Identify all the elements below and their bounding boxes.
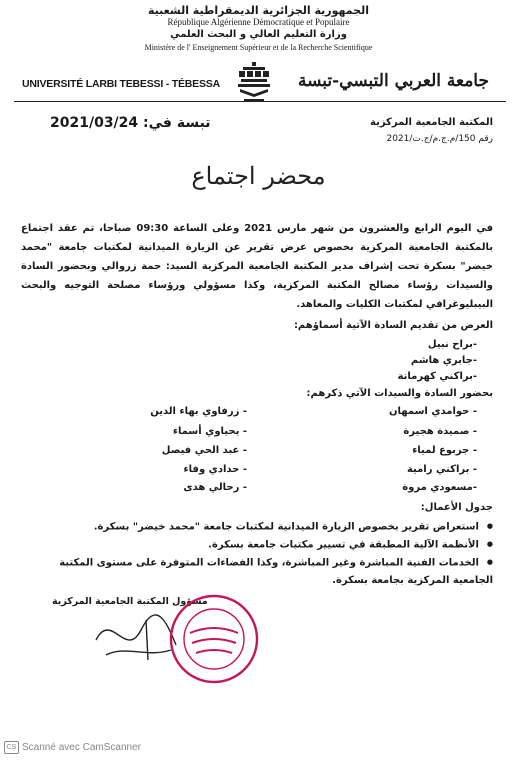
scanner-text: Scanné avec CamScanner — [22, 742, 141, 754]
agenda-item: ● استعراض تقرير بخصوص الزيارة الميدانية لمكتبات جامعة "محمد خيضر" بسكرة. — [23, 518, 493, 536]
signature-label: مسؤول المكتبة الجامعية المركزية — [52, 596, 208, 607]
camscanner-icon: CS — [4, 741, 19, 754]
republic-name-ar: الجمهورية الجزائرية الديمقراطية الشعبية — [148, 4, 369, 17]
attendee-item: - رحالي هدى — [183, 482, 247, 493]
document-date: تبسة في: 2021/03/24 — [50, 115, 211, 131]
reference-number: رقم 150/م.ج.م/ج.ت/2021 — [386, 134, 493, 144]
document-title: محضر اجتماع — [191, 162, 326, 190]
header-divider — [14, 101, 506, 102]
attendee-item: - زرفاوي بهاء الدين — [150, 406, 247, 417]
attendee-item: - براكني رامية — [406, 464, 477, 475]
attendee-item: - حدادي وفاء — [183, 464, 247, 475]
university-logo-icon — [235, 61, 273, 103]
ministry-name-ar: وزارة التعليم العالي و البحث العلمي — [170, 29, 347, 40]
attendee-item: - يحياوي أسماء — [172, 426, 247, 437]
university-name-fr: UNIVERSITÉ LARBI TEBESSI - TÉBESSA — [22, 78, 220, 90]
attendee-item: -مسعودي مروة — [402, 482, 477, 493]
attendee-item: - صميدة هجيرة — [403, 426, 477, 437]
attendees-heading: بحضور السادة والسيدات الآتي ذكرهم: — [306, 388, 493, 399]
presenter-item: -جابري هاشم — [410, 355, 477, 366]
agenda-heading: جدول الأعمال: — [420, 502, 493, 513]
official-seal-icon — [168, 593, 260, 685]
university-name-ar: جامعة العربي التبسي-تبسة — [297, 71, 489, 91]
presenter-item: -براكني كهرمانة — [397, 371, 477, 382]
library-name: المكتبة الجامعية المركزية — [370, 117, 493, 128]
attendee-item: - جربوع لمياء — [412, 445, 477, 456]
attendee-item: - عبد الحي فيصل — [161, 445, 247, 456]
meeting-description: في اليوم الرابع والعشرون من شهر مارس 2021 وعلى الساعة 09:30 صباحا، تم عقد اجتماع بالمكتبة الجامعية المركزية بخصوص عرض تقرير عن الزيارة الميدانية لمكتبات جامعة "محمد خيضر" بسكرة تحت إشراف مدير المكتبة الجامعية المركزية السيد: حمة زروالي وبحضور السادة والسيدات رؤساء مصالح المكتبة المركزية، وكذا مسؤولي ورؤساء مصلحة التوجيه والبحث البيبليوغرافي لمكتبات الكليات والمعاهد. — [21, 223, 493, 310]
scanner-watermark — [4, 741, 141, 754]
ministry-name-fr: Ministère de l' Enseignement Supérieur et de la Recherche Scientifique — [144, 43, 373, 52]
agenda-item: ● الأنظمة الآلية المطبقة في تسيير مكتبات جامعة بسكرة. — [23, 536, 493, 554]
presenters-heading: العرض من تقديم السادة الآتية أسماؤهم: — [293, 320, 493, 331]
agenda-item: ● الخدمات الفنية المباشرة وغير المباشرة، وكذا الفضاءات المتوفرة على مستوى المكتبة الجامعية المركزية بجامعة بسكرة. — [23, 554, 493, 589]
republic-name-fr: République Algérienne Démocratique et Populaire — [167, 17, 350, 27]
attendee-item: - حوامدي اسمهان — [388, 406, 477, 417]
presenter-item: -براح نبيل — [427, 339, 477, 350]
